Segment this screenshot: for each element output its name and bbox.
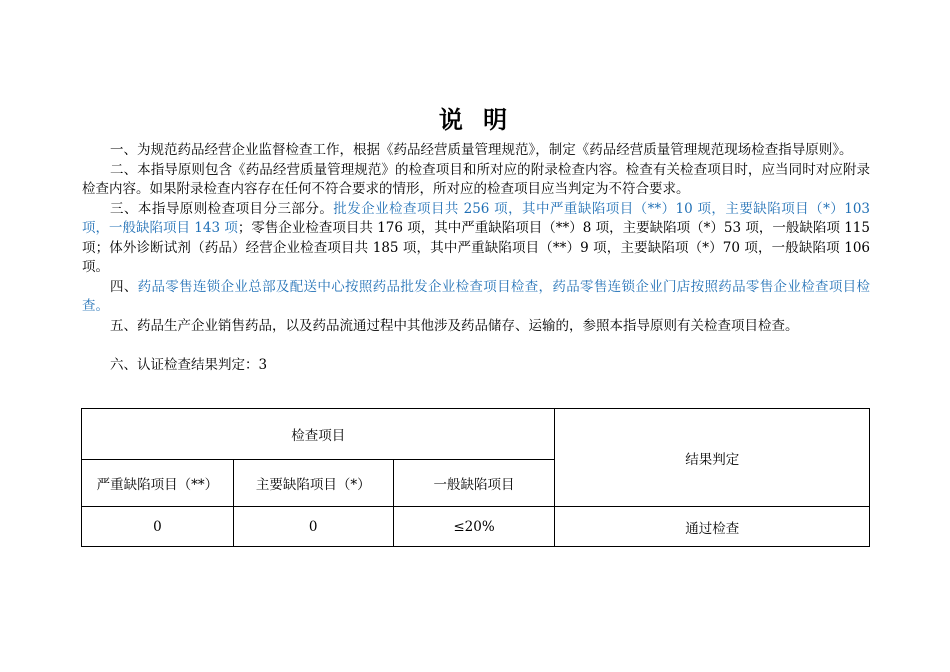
paragraph-5: 五、药品生产企业销售药品，以及药品流通过程中其他涉及药品储存、运输的，参照本指导原则有关检查项目检查。 bbox=[110, 317, 799, 334]
paragraph-3 bbox=[82, 200, 870, 278]
paragraph-4 bbox=[82, 278, 870, 317]
header-general-defects: 一般缺陷项目 bbox=[393, 460, 555, 507]
paragraph-4-prefix: 四、 bbox=[110, 278, 138, 295]
paragraph-1: 一、为规范药品经营企业监督检查工作，根据《药品经营质量管理规范》，制定《药品经营质量管理规范现场检查指导原则》。 bbox=[110, 142, 853, 158]
cell-result: 通过检查 bbox=[555, 507, 870, 547]
header-check-items: 检查项目 bbox=[82, 409, 555, 460]
table-header-row bbox=[82, 409, 870, 460]
cell-major-count: 0 bbox=[233, 507, 393, 547]
document-body bbox=[82, 105, 870, 376]
cell-serious-count: 0 bbox=[82, 507, 234, 547]
paragraph-3-intro: 三、本指导原则检查项目分三部分。 bbox=[110, 200, 334, 217]
paragraph-2: 二、本指导原则包含《药品经营质量管理规范》的检查项目和所对应的附录检查内容。检查有关检查项目时，应当同时对应附录检查内容。如果附录检查内容存在任何不符合要求的情形，所对应的检查项目应当判定为不符合要求。 bbox=[82, 161, 870, 197]
document-title: 说 明 bbox=[438, 105, 514, 134]
result-table bbox=[81, 408, 870, 547]
paragraph-6: 六、认证检查结果判定：3 bbox=[110, 357, 268, 373]
header-major-defects: 主要缺陷项目（*） bbox=[233, 460, 393, 507]
spacer bbox=[82, 336, 870, 356]
paragraph-4-chain-highlight: 药品零售连锁企业总部及配送中心按照药品批发企业检查项目检查，药品零售连锁企业门店按照药品零售企业检查项目检查。 bbox=[82, 278, 871, 314]
table-row bbox=[82, 507, 870, 547]
header-serious-defects: 严重缺陷项目（**） bbox=[82, 460, 234, 507]
header-result: 结果判定 bbox=[555, 409, 870, 507]
paragraph-3-retail: ；零售企业检查项目共 176 项，其中严重缺陷项目（**）8 项，主要缺陷项（*）53 项，一般缺陷项 115 项；体外诊断试剂（药品）经营企业检查项目共 185 项，其中严重缺陷项目（**）9 项，主要缺陷项（*）70 项，一般缺陷项 106 项。 bbox=[82, 220, 870, 275]
cell-general-ratio: ≤20% bbox=[393, 507, 555, 547]
paragraph-3-wholesale-highlight: 批发企业检查项目共 256 项，其中严重缺陷项目（**）10 项，主要缺陷项目（*）103 项，一般缺陷项目 143 项 bbox=[82, 200, 870, 236]
